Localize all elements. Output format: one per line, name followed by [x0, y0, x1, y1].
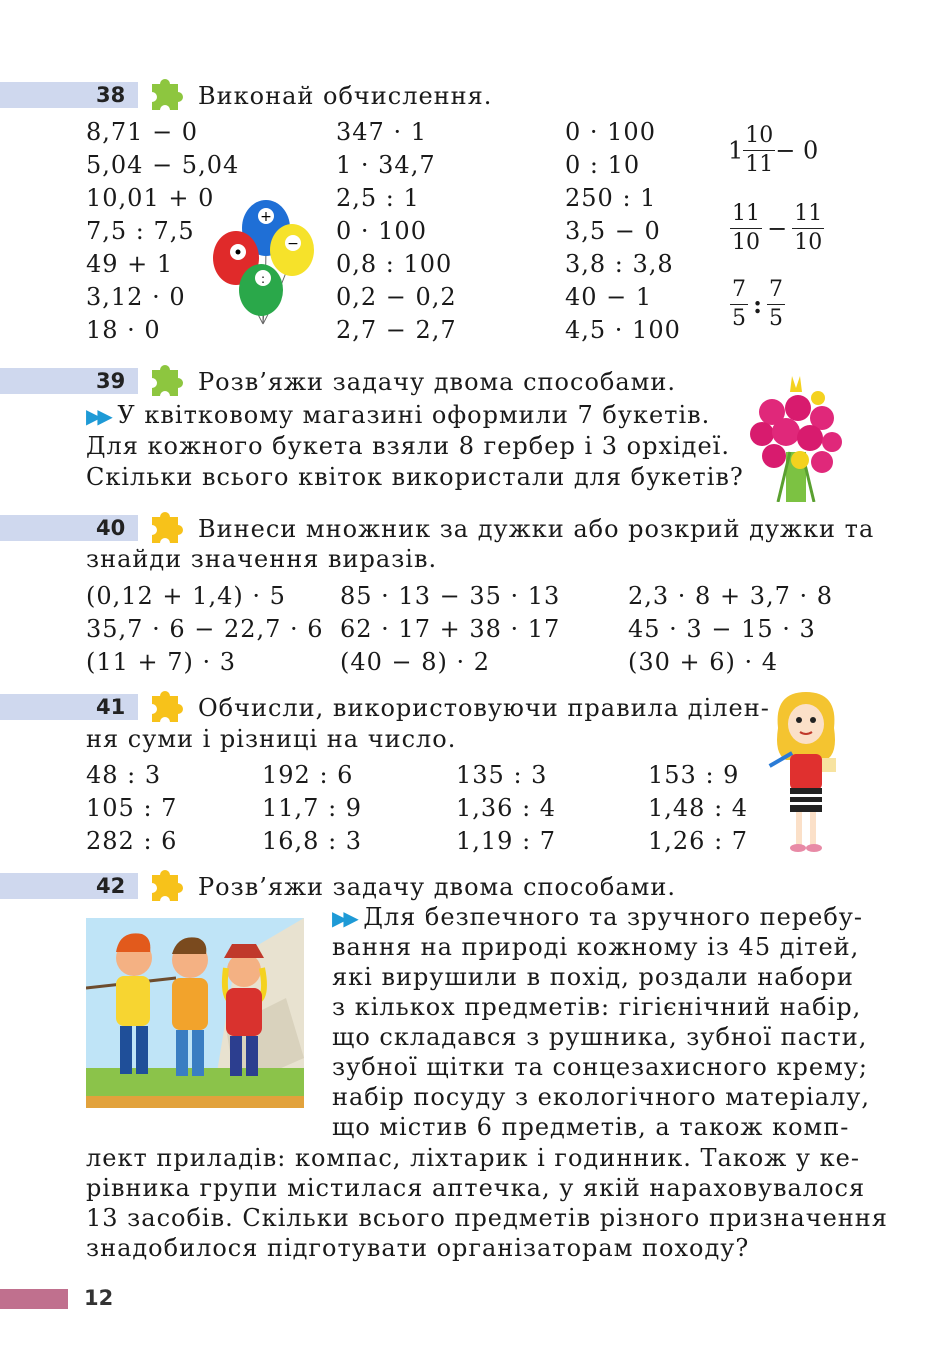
exercise-39-line-2: Для кожного букета взяли 8 гербер і 3 орхідеї. — [86, 432, 730, 460]
exercise-38-number: 38 — [96, 83, 126, 107]
expression: 1 · 34,7 — [336, 151, 436, 179]
exercise-42-line-11: 13 засобів. Скільки всього предметів різного призначення — [86, 1204, 888, 1232]
expression: 8,71 − 0 — [86, 118, 199, 146]
exercise-39-number: 39 — [96, 369, 126, 393]
expression: 0 · 100 — [565, 118, 656, 146]
exercise-40-column-1 — [86, 580, 324, 679]
mixed-fraction: $\frac{10}{11}$ — [745, 123, 774, 177]
svg-text::: : — [260, 272, 266, 286]
svg-text:+: + — [260, 209, 272, 225]
exercise-40-title: Винеси множник за дужки або розкрий дужки та — [198, 515, 875, 543]
exercise-40-column-3 — [628, 580, 833, 679]
exercise-41-number: 41 — [96, 695, 126, 719]
expression: 49 + 1 — [86, 250, 174, 278]
expression: 10,01 + 0 — [86, 184, 215, 212]
expression: 2,5 : 1 — [336, 184, 420, 212]
fraction-expression-3: $\frac{7}{5}$ : $\frac{7}{5}$ — [732, 277, 784, 331]
expression: 40 − 1 — [565, 283, 653, 311]
exercise-42-line-12: знадобилося підготувати організаторам походу? — [86, 1234, 750, 1262]
exercise-41-column-1 — [86, 759, 177, 858]
exercise-42-line-4: з кількох предметів: гігієнічний набір, — [332, 993, 862, 1021]
expression: 48 : 3 — [86, 761, 162, 789]
exercise-41-column-4 — [648, 759, 748, 858]
expression: 45 · 3 − 15 · 3 — [628, 615, 816, 643]
exercise-42-line-9: лект приладів: компас, ліхтарик і годинник. Також у ке- — [86, 1144, 860, 1172]
girl-with-notepad-illustration — [764, 688, 848, 856]
expression: 1,26 : 7 — [648, 827, 749, 855]
expression: 1,36 : 4 — [456, 794, 557, 822]
expression: 105 : 7 — [86, 794, 178, 822]
puzzle-piece-icon — [146, 865, 186, 905]
exercise-40-number: 40 — [96, 516, 126, 540]
page-number: 12 — [84, 1286, 114, 1310]
expression: (30 + 6) · 4 — [628, 648, 779, 676]
exercise-42-line-7: набір посуду з екологічного матеріалу, — [332, 1083, 871, 1111]
puzzle-piece-icon — [146, 507, 186, 547]
expression: 16,8 : 3 — [262, 827, 363, 855]
expression: 3,8 : 3,8 — [565, 250, 674, 278]
expression: (11 + 7) · 3 — [86, 648, 237, 676]
expression: 1,48 : 4 — [648, 794, 749, 822]
exercise-38-title: Виконай обчислення. — [198, 82, 493, 110]
exercise-42-line-1: ▶▶ Для безпечного та зручного перебу- — [332, 903, 864, 931]
expression: 85 · 13 − 35 · 13 — [340, 582, 561, 610]
svg-text:−: − — [287, 236, 299, 252]
expression: 18 · 0 — [86, 316, 161, 344]
exercise-42-line-6: зубної щітки та сонцезахисного крему; — [332, 1053, 868, 1081]
exercise-42-line-3: які вирушили в похід, роздали набори — [332, 963, 854, 991]
expression: 7,5 : 7,5 — [86, 217, 195, 245]
expression: 282 : 6 — [86, 827, 178, 855]
exercise-39-line-3: Скільки всього квіток використали для букетів? — [86, 463, 744, 491]
exercise-42-line-10: рівника групи містилася аптечка, у якій нараховувалося — [86, 1174, 866, 1202]
expression: 153 : 9 — [648, 761, 740, 789]
exercise-42-line-2: вання на природі кожному із 45 дітей, — [332, 933, 860, 961]
expression: 5,04 − 5,04 — [86, 151, 240, 179]
expression: 11,7 : 9 — [262, 794, 363, 822]
exercise-42-line-5: що складався з рушника, зубної пасти, — [332, 1023, 868, 1051]
expression: 2,3 · 8 + 3,7 · 8 — [628, 582, 834, 610]
exercise-41-column-3 — [456, 759, 556, 858]
fraction-expression-2: $\frac{11}{10}$ − $\frac{11}{10}$ — [732, 201, 823, 255]
exercise-42-line-8: що містив 6 предметів, а також комп- — [332, 1113, 850, 1141]
exercise-39-title: Розв’яжи задачу двома способами. — [198, 368, 676, 396]
expression: 3,5 − 0 — [565, 217, 661, 245]
exercise-41-title-continued: ня суми і різниці на число. — [86, 725, 457, 753]
exercise-42-number: 42 — [96, 874, 126, 898]
exercise-41-title: Обчисли, використовуючи правила ділен- — [198, 694, 770, 722]
double-arrow-icon: ▶▶ — [86, 404, 109, 428]
exercise-40-column-2 — [340, 580, 560, 679]
exercise-38-column-3 — [565, 116, 681, 347]
balloons-illustration — [208, 196, 318, 334]
expression: 3,12 · 0 — [86, 283, 186, 311]
exercise-40-title-continued: знайди значення виразів. — [86, 545, 438, 573]
expression: 35,7 · 6 − 22,7 · 6 — [86, 615, 324, 643]
page-number-bar — [0, 1289, 68, 1309]
exercise-41-column-2 — [262, 759, 362, 858]
expression: 0 · 100 — [336, 217, 427, 245]
expression: (0,12 + 1,4) · 5 — [86, 582, 286, 610]
expression: 4,5 · 100 — [565, 316, 681, 344]
expression: 1,19 : 7 — [456, 827, 557, 855]
expression: 0 : 10 — [565, 151, 641, 179]
expression: (40 − 8) · 2 — [340, 648, 491, 676]
puzzle-piece-icon — [146, 74, 186, 114]
flower-bouquet-illustration — [748, 372, 844, 502]
expression: 192 : 6 — [262, 761, 354, 789]
exercise-39-line-1: ▶▶ У квітковому магазині оформили 7 букетів. — [86, 401, 711, 429]
puzzle-piece-icon — [146, 686, 186, 726]
expression: 62 · 17 + 38 · 17 — [340, 615, 561, 643]
exercise-42-title: Розв’яжи задачу двома способами. — [198, 873, 676, 901]
fraction-expression-1: 1 $\frac{10}{11}$ − 0 — [728, 123, 819, 177]
expression: 2,7 − 2,7 — [336, 316, 457, 344]
expression: 135 : 3 — [456, 761, 548, 789]
puzzle-piece-icon — [146, 360, 186, 400]
expression: 0,2 − 0,2 — [336, 283, 457, 311]
expression: 0,8 : 100 — [336, 250, 453, 278]
double-arrow-icon: ▶▶ — [332, 906, 355, 930]
expression: 347 · 1 — [336, 118, 427, 146]
expression: 250 : 1 — [565, 184, 657, 212]
exercise-38-column-2 — [336, 116, 457, 347]
hiking-children-illustration — [86, 918, 304, 1108]
